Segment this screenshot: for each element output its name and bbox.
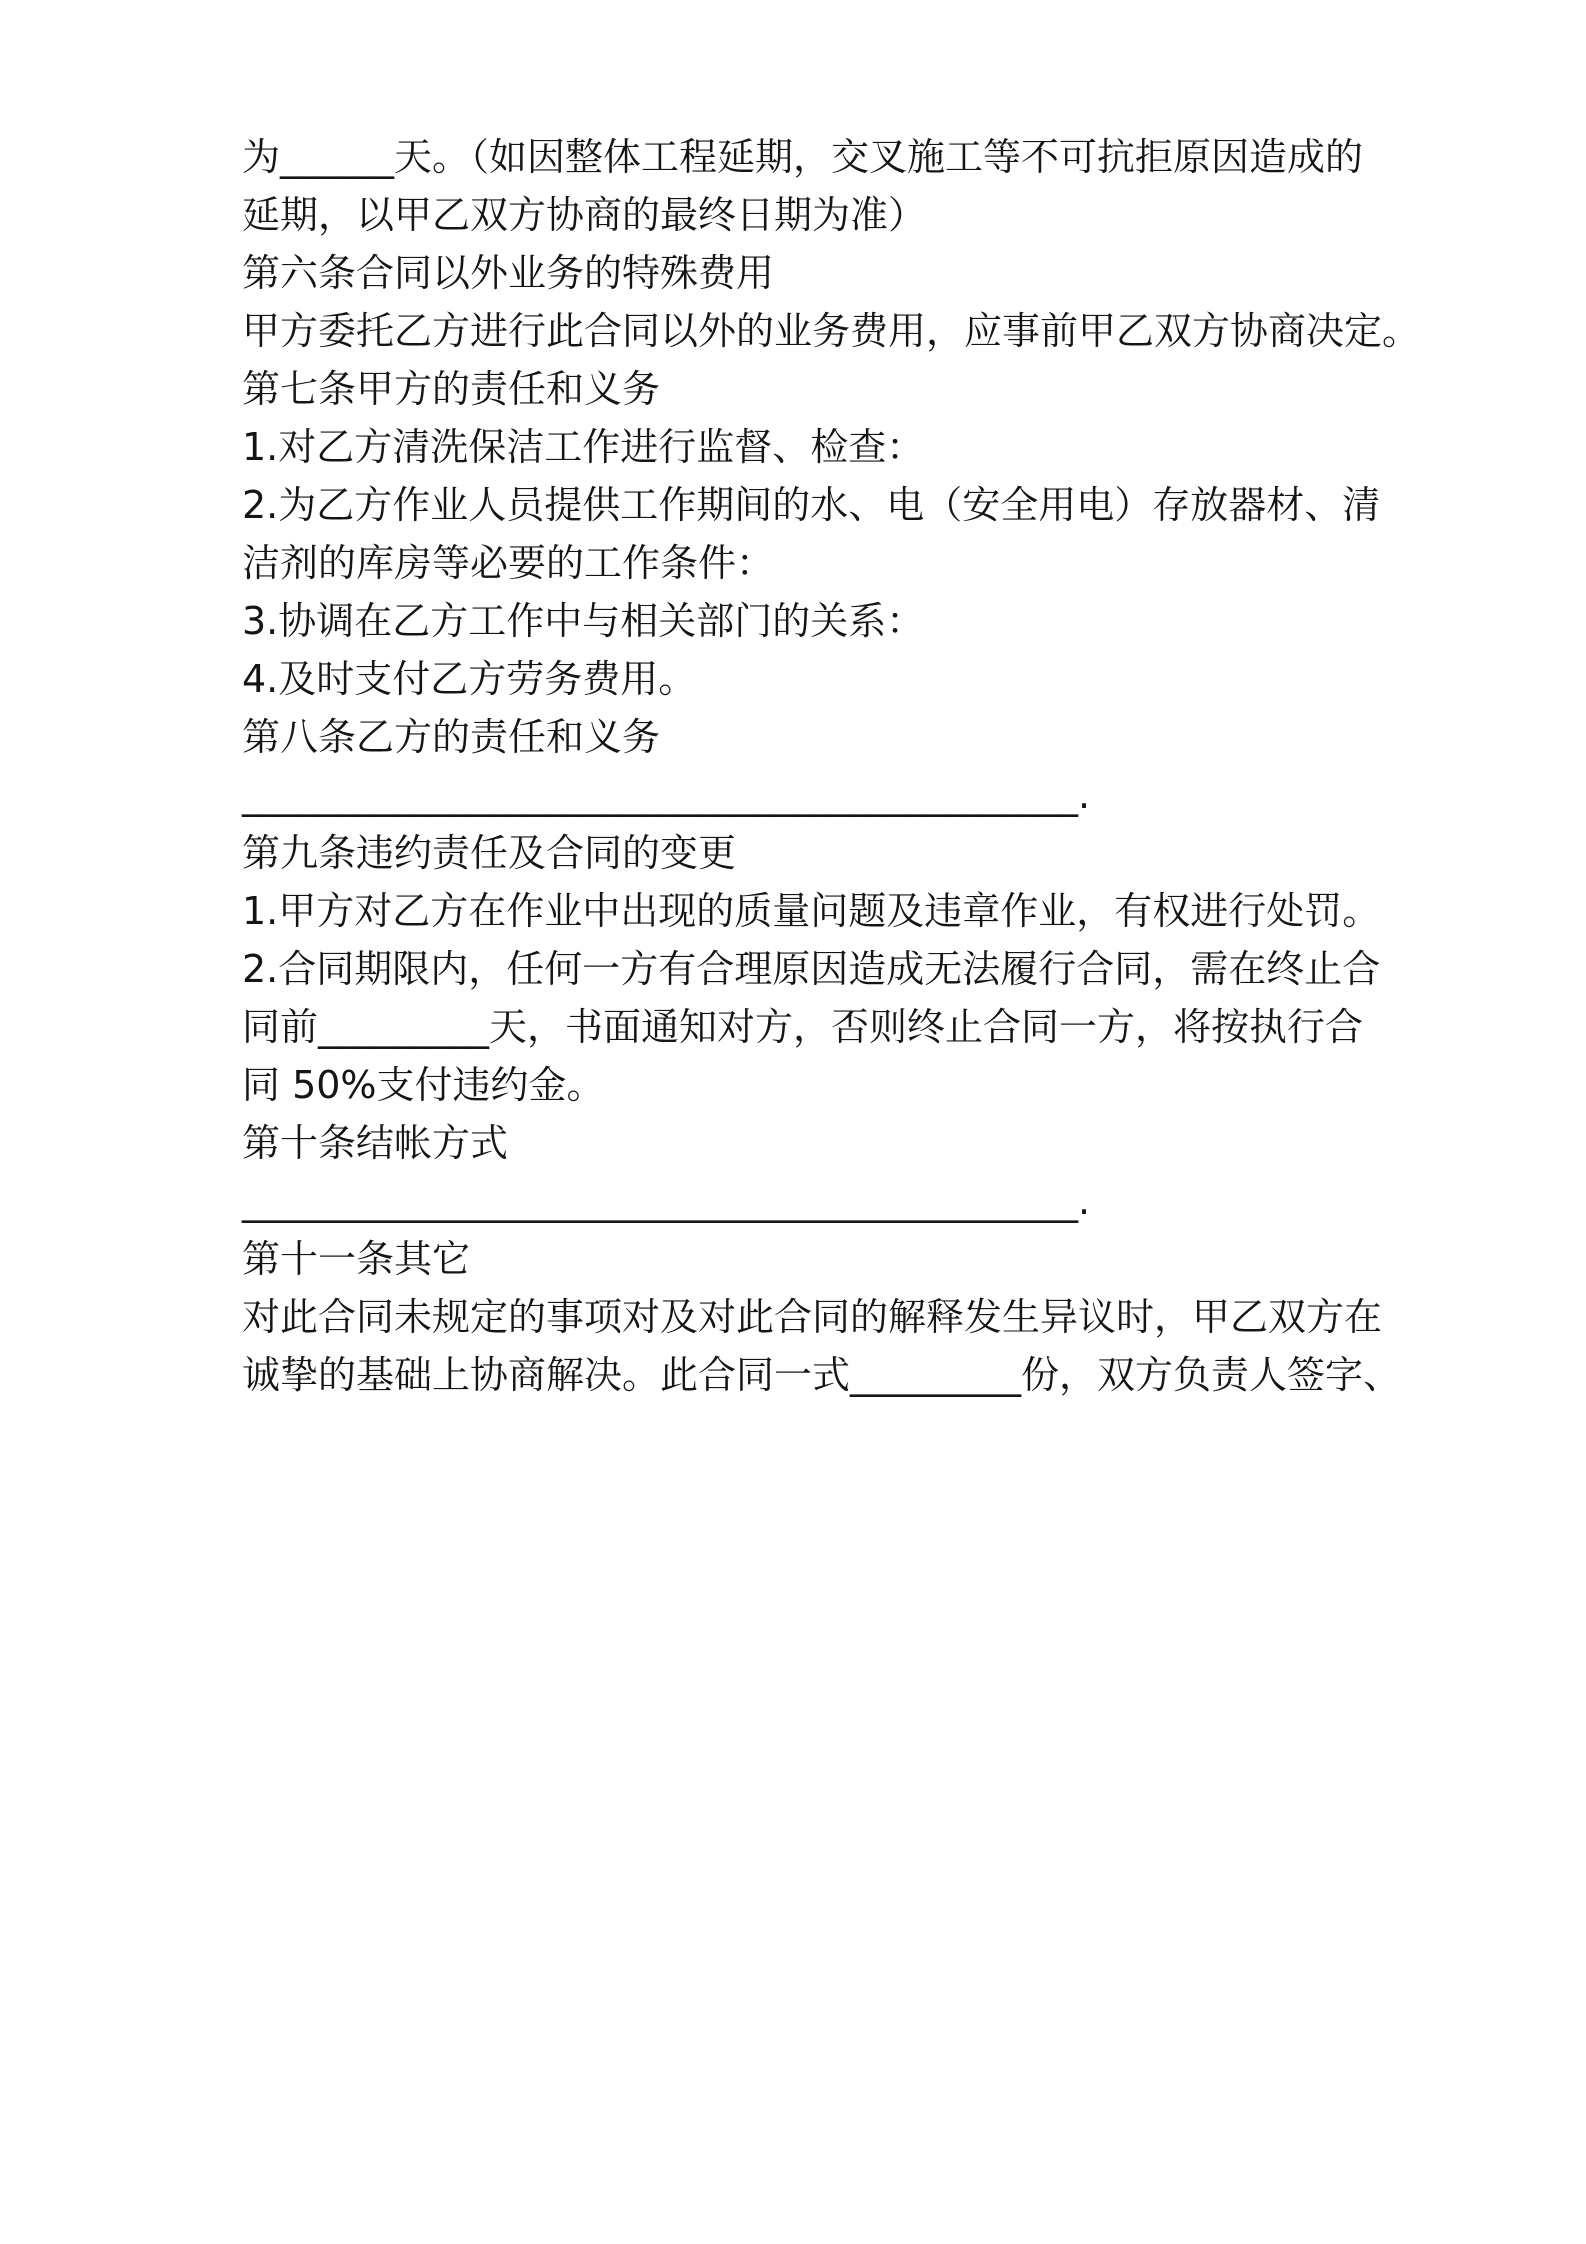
- clause-9-item-2: 2.合同期限内，任何一方有合理原因造成无法履行合同，需在终止合: [242, 947, 1381, 991]
- clause-9-item-2-cont: 同前_________天，书面通知对方，否则终止合同一方，将按执行合: [242, 1005, 1364, 1049]
- clause-8-blank-line: ____________________________________________.: [242, 773, 1091, 817]
- clause-7-item-2-cont: 洁剂的库房等必要的工作条件：: [242, 541, 775, 585]
- clause-9-item-1: 1.甲方对乙方在作业中出现的质量问题及违章作业，有权进行处罚。: [242, 889, 1381, 933]
- clause-7-item-2: 2.为乙方作业人员提供工作期间的水、电（安全用电）存放器材、清: [242, 483, 1381, 527]
- clause-5-duration-text: 为______天。（如因整体工程延期，交叉施工等不可抗拒原因造成的: [242, 135, 1364, 179]
- clause-9-item-2-cont-2: 同 50%支付违约金。: [242, 1063, 605, 1107]
- clause-5-duration-text-cont: 延期，以甲乙双方协商的最终日期为准）: [242, 193, 927, 237]
- clause-7-item-4: 4.及时支付乙方劳务费用。: [242, 657, 697, 701]
- clause-6-heading: 第六条合同以外业务的特殊费用: [242, 251, 775, 295]
- clause-8-heading: 第八条乙方的责任和义务: [242, 715, 661, 759]
- clause-9-heading: 第九条违约责任及合同的变更: [242, 831, 737, 875]
- clause-11-heading: 第十一条其它: [242, 1237, 471, 1281]
- clause-7-heading: 第七条甲方的责任和义务: [242, 367, 661, 411]
- clause-11-body: 对此合同未规定的事项对及对此合同的解释发生异议时，甲乙双方在: [242, 1295, 1383, 1339]
- clause-10-heading: 第十条结帐方式: [242, 1121, 509, 1165]
- clause-7-item-1: 1.对乙方清洗保洁工作进行监督、检查：: [242, 425, 925, 469]
- clause-6-body: 甲方委托乙方进行此合同以外的业务费用，应事前甲乙双方协商决定。: [242, 309, 1421, 353]
- clause-7-item-3: 3.协调在乙方工作中与相关部门的关系：: [242, 599, 925, 643]
- clause-11-body-cont: 诚挚的基础上协商解决。此合同一式_________份，双方负责人签字、: [242, 1353, 1402, 1397]
- clause-10-blank-line: ____________________________________________.: [242, 1179, 1091, 1223]
